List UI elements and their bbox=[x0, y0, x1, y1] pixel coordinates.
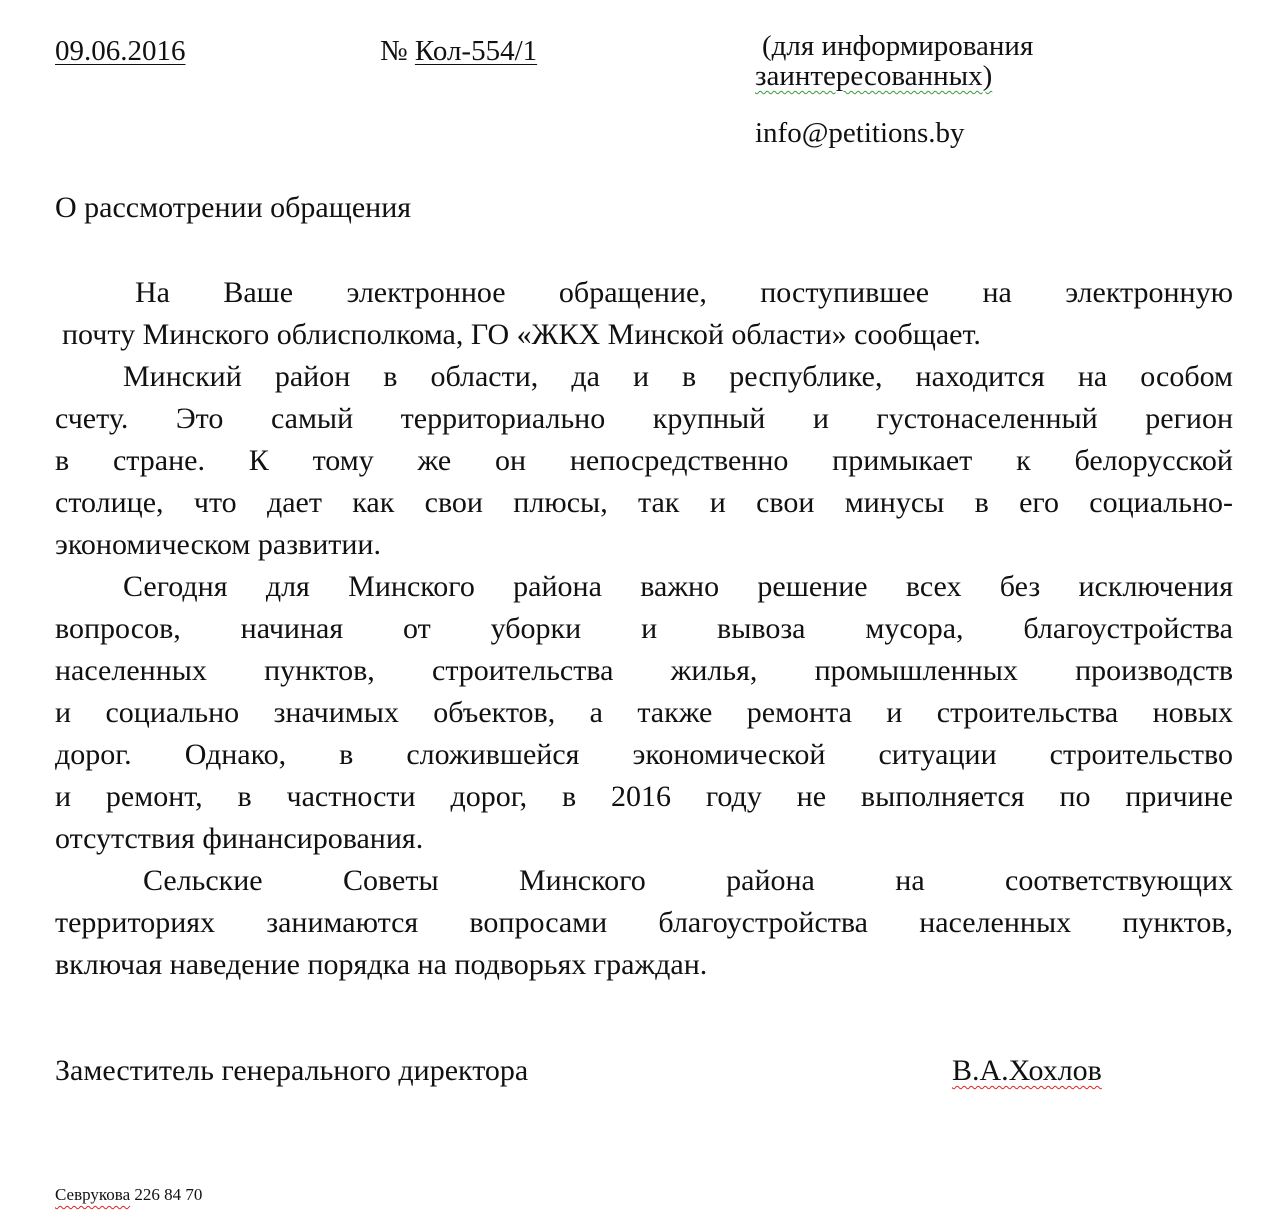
paragraph-2 bbox=[55, 356, 1233, 566]
recipient-email: info@petitions.by bbox=[755, 117, 965, 149]
text-line: дорог. Однако, в сложившейся экономической ситуации строительство bbox=[55, 738, 1233, 771]
signature-name: В.А.Хохлов bbox=[952, 1054, 1102, 1087]
text-line: Минский район в области, да и в республике, находится на особом bbox=[123, 360, 1233, 393]
text-line: отсутствия финансирования. bbox=[55, 822, 424, 855]
text-line: почту Минского облисполкома, ГО «ЖКХ Минской области» сообщает. bbox=[62, 318, 981, 351]
recipient-text: заинтересованных) bbox=[755, 60, 993, 92]
number-value: Кол-554/1 bbox=[414, 35, 538, 67]
text-line: в стране. К тому же он непосредственно примыкает к белорусской bbox=[55, 444, 1233, 477]
text-line: Сельские Советы Минского района на соответствующих bbox=[143, 864, 1233, 897]
letter-body bbox=[55, 272, 1233, 986]
text-line: и ремонт, в частности дорог, в 2016 году не выполняется по причине bbox=[55, 780, 1233, 813]
text-line: территориях занимаются вопросами благоустройства населенных пунктов, bbox=[55, 906, 1233, 939]
text-line: населенных пунктов, строительства жилья, промышленных производств bbox=[55, 654, 1233, 687]
paragraph-1 bbox=[55, 272, 1233, 356]
letter-number bbox=[380, 36, 537, 66]
number-sign: № bbox=[380, 35, 408, 67]
paragraph-4 bbox=[55, 860, 1233, 986]
text-line: столице, что дает как свои плюсы, так и свои минусы в его социально- bbox=[55, 486, 1233, 519]
letter-date: 09.06.2016 bbox=[55, 35, 186, 67]
recipient-line-1: (для информирования bbox=[762, 30, 1034, 62]
text-line: вопросов, начиная от уборки и вывоза мусора, благоустройства bbox=[55, 612, 1233, 645]
text-line: и социально значимых объектов, а также ремонта и строительства новых bbox=[55, 696, 1233, 729]
executor-phone: 226 84 70 bbox=[134, 1185, 203, 1204]
text-line: На Ваше электронное обращение, поступившее на электронную bbox=[135, 276, 1233, 309]
paragraph-3 bbox=[55, 566, 1233, 860]
text-line: включая наведение порядка на подворьях граждан. bbox=[55, 948, 708, 981]
text-line: счету. Это самый территориально крупный и густонаселенный регион bbox=[55, 402, 1233, 435]
letter-subject: О рассмотрении обращения bbox=[55, 191, 412, 224]
text-line: Сегодня для Минского района важно решение всех без исключения bbox=[123, 570, 1233, 603]
executor-info bbox=[55, 1185, 202, 1205]
executor-name: Севрукова bbox=[55, 1185, 131, 1204]
signature-position: Заместитель генерального директора bbox=[55, 1054, 529, 1087]
text-line: экономическом развитии. bbox=[55, 528, 381, 561]
recipient-line-2 bbox=[755, 61, 992, 91]
